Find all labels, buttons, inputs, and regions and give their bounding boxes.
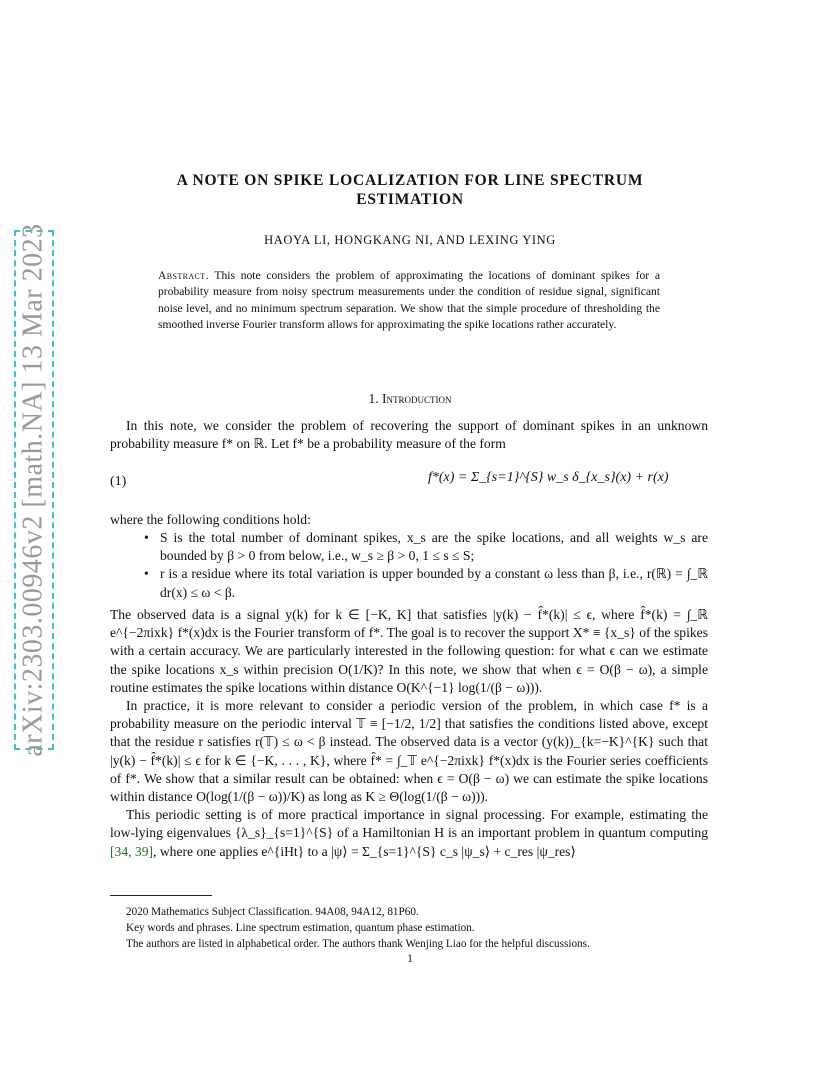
equation-1 [110, 470, 708, 510]
paragraph-practical [110, 806, 708, 861]
conditions-intro: where the following conditions hold: [110, 512, 311, 527]
citation-link[interactable]: [34, 39] [110, 843, 154, 859]
conditions-intro-block [110, 511, 708, 529]
practical-text-b: , where one applies e^{iHt} to a |ψ⟩ = Σ_{s=1}^{S} c_s |ψ_s⟩ + c_res |ψ_res⟩ [153, 843, 576, 859]
title-line-2: ESTIMATION [356, 191, 464, 208]
arxiv-stamp [14, 223, 54, 757]
footnote-acknowledgement: The authors are listed in alphabetical order. The authors thank Wenjing Liao for the helpful discussions. [126, 938, 590, 951]
practical-text-a: This periodic setting is of more practical importance in signal processing. For example, estimating the low-lying eigenvalues {λ_s}_{s=1}^{S} of a Hamiltonian H is an important problem in quantum computing [110, 807, 708, 841]
title-line-1: A NOTE ON SPIKE LOCALIZATION FOR LINE SPECTRUM [176, 172, 644, 189]
intro-paragraph-block [110, 417, 708, 453]
bullet-icon: • [144, 530, 149, 545]
intro-paragraph: In this note, we consider the problem of recovering the support of dominant spikes in an unknown probability measure f* on ℝ. Let f* be a probability measure of the form [110, 418, 708, 452]
paragraph-periodic: In practice, it is more relevant to consider a periodic version of the problem, in which case f* is a probability measure on the periodic interval 𝕋 ≡ [−1/2, 1/2] that satisfies the conditions listed above, except that the residue r satisfies r(𝕋) ≤ ω < β instead. The observed data is a vector (y(k))_{k=−K}^{K} such that |y(k) − f̂*(k)| ≤ ϵ for k ∈ {−K, . . . , K}, where f̂* = ∫_𝕋 e^{−2πixk} f*(x)dx is the Fourier series coefficients of f*. We show that a similar result can be obtained: when ϵ = O(β − ω) we can estimate the spike locations within distance O(log(1/(β − ω))/K) as long as K ≥ Θ(log(1/(β − ω))). [110, 698, 708, 805]
paper-title [110, 171, 710, 209]
list-item [110, 529, 708, 565]
abstract [158, 268, 660, 334]
page-number: 1 [407, 953, 413, 965]
paragraph-observed-data: The observed data is a signal y(k) for k ∈ [−K, K] that satisfies |y(k) − f̂*(k)| ≤ ϵ, where f̂*(k) = ∫_ℝ e^{−2πixk} f*(x)dx is the Fourier transform of f*. The goal is to recover the support X* ≡ {x_s} of the spikes with a certain accuracy. We are particularly interested in the following question: for what ϵ can we estimate the spike locations x_s within precision O(1/K)? In this note, we show that when ϵ = O(β − ω), a simple routine estimates the spike locations within distance O(K^{−1} log(1/(β − ω))). [110, 607, 708, 695]
footnotes [110, 904, 708, 953]
abstract-heading: Abstract. [158, 269, 209, 282]
conditions-list [110, 529, 708, 602]
section-heading [110, 391, 710, 407]
equation-number: (1) [110, 474, 127, 489]
section-title: Introduction [382, 391, 452, 406]
arxiv-identifier: arXiv:2303.00946v2 [math.NA] 13 Mar 2023 [18, 223, 50, 757]
abstract-text: This note considers the problem of approximating the locations of dominant spikes for a probability measure from noisy spectrum measurements under the condition of residue signal, significant noise level, and no minimum spectrum separation. We show that the simple procedure of thresholding the smoothed inverse Fourier transform allows for approximating the spike locations rather accurately. [158, 269, 660, 332]
bullet-icon: • [144, 566, 149, 582]
main-text [110, 606, 708, 861]
author-list: HAOYA LI, HONGKANG NI, AND LEXING YING [264, 233, 556, 247]
equation-expression: f*(x) = Σ_{s=1}^{S} w_s δ_{x_s}(x) + r(x) [428, 470, 669, 485]
list-item [110, 565, 708, 601]
footnote-keywords: Key words and phrases. Line spectrum estimation, quantum phase estimation. [126, 922, 475, 935]
condition-text: S is the total number of dominant spikes, x_s are the spike locations, and all weights w_s are bounded by β > 0 from below, i.e., w_s ≥ β > 0, 1 ≤ s ≤ S; [160, 530, 708, 564]
condition-text: r is a residue where its total variation is upper bounded by a constant ω less than β, i.e., r(ℝ) = ∫_ℝ dr(x) ≤ ω < β. [160, 566, 708, 600]
section-number: 1. [368, 391, 379, 406]
footnote-rule [110, 895, 212, 896]
footnote-msc: 2020 Mathematics Subject Classification. 94A08, 94A12, 81P60. [126, 906, 419, 918]
